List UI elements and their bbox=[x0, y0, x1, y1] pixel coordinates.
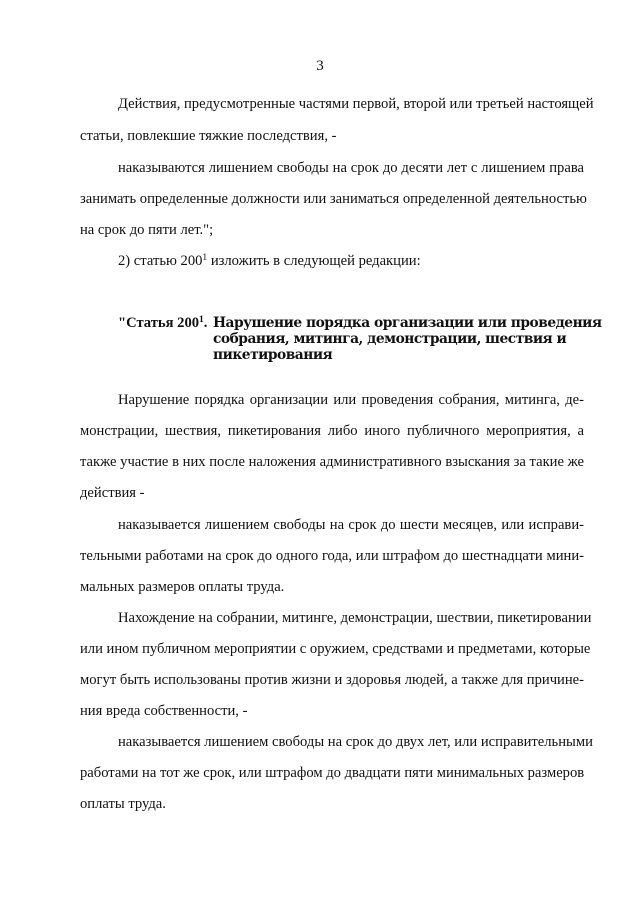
article-label-post: . bbox=[203, 315, 208, 331]
paragraph-3-sup: 1 bbox=[202, 253, 208, 263]
article-label-sup: 1 bbox=[199, 315, 204, 325]
paragraph-2-line-3: на срок до пяти лет."; bbox=[80, 222, 214, 238]
paragraph-2-line-1: наказываются лишением свободы на срок до десяти лет с лишением права bbox=[118, 160, 584, 176]
paragraph-7-line-3: оплаты труда. bbox=[80, 796, 166, 812]
paragraph-5-line-3: мальных размеров оплаты труда. bbox=[80, 579, 285, 595]
paragraph-1-line-2: статьи, повлекшие тяжкие последствия, - bbox=[80, 128, 337, 144]
page-number: 3 bbox=[316, 58, 324, 74]
paragraph-6-line-1: Нахождение на собрании, митинге, демонстрации, шествии, пикетировании bbox=[118, 610, 592, 626]
article-heading-label bbox=[118, 315, 207, 331]
paragraph-3-post: изложить в следующей редакции: bbox=[207, 253, 421, 269]
paragraph-3-pre: 2) статью 200 bbox=[118, 253, 203, 269]
paragraph-4-line-3: также участие в них после наложения административного взыскания за такие же bbox=[80, 454, 584, 470]
paragraph-7-line-2: работами на тот же срок, или штрафом до двадцати пяти минимальных размеров bbox=[80, 765, 585, 781]
paragraph-6-line-3: могут быть использованы против жизни и здоровья людей, а также для причине- bbox=[80, 672, 584, 688]
paragraph-7-line-1: наказывается лишением свободы на срок до двух лет, или исправительными bbox=[118, 734, 593, 750]
paragraph-4-line-1: Нарушение порядка организации или проведения собрания, митинга, де- bbox=[118, 392, 584, 408]
paragraph-6-line-4: ния вреда собственности, - bbox=[80, 703, 248, 719]
paragraph-6-line-2: или ином публичном мероприятии с оружием, средствами и предметами, которые bbox=[80, 641, 591, 657]
paragraph-2-line-2: занимать определенные должности или заниматься определенной деятельностью bbox=[80, 191, 587, 207]
paragraph-4-line-2: монстрации, шествия, пикетирования либо иного публичного мероприятия, а bbox=[80, 423, 584, 439]
article-label-pre: "Статья 200 bbox=[118, 315, 200, 331]
article-heading-line-1: Нарушение порядка организации или проведения bbox=[213, 315, 602, 331]
paragraph-5-line-1: наказывается лишением свободы на срок до шести месяцев, или исправи- bbox=[118, 517, 584, 533]
article-heading-line-3: пикетирования bbox=[213, 347, 333, 363]
article-heading-line-2: собрания, митинга, демонстрации, шествия и bbox=[213, 331, 567, 347]
paragraph-3 bbox=[118, 252, 421, 270]
paragraph-1-line-1: Действия, предусмотренные частями первой, второй или третьей настоящей bbox=[118, 96, 594, 112]
paragraph-4-line-4: действия - bbox=[80, 485, 145, 501]
paragraph-5-line-2: тельными работами на срок до одного года, или штрафом до шестнадцати мини- bbox=[80, 548, 584, 564]
